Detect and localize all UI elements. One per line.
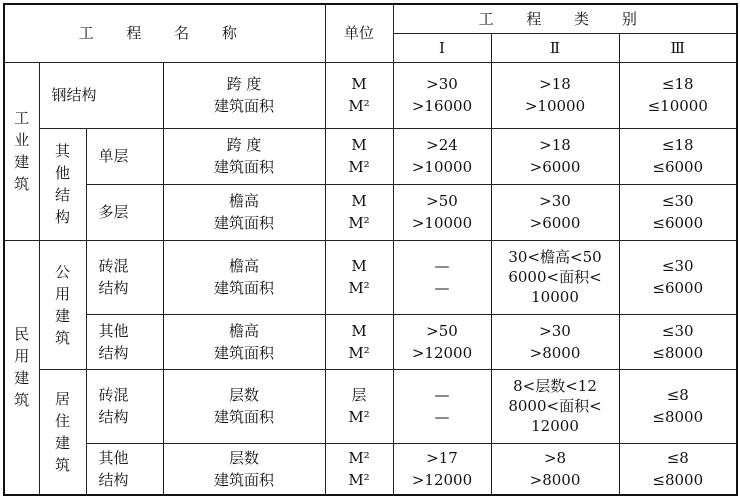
- value-text: >6000: [529, 214, 581, 232]
- row-public-other-c3: [619, 314, 737, 369]
- item-text: 建筑面积: [213, 470, 274, 489]
- value-text: >8000: [529, 470, 581, 489]
- row-public-other-unit: [325, 314, 393, 369]
- unit-text: M²: [348, 343, 370, 362]
- value-text: >10000: [411, 158, 473, 176]
- value-text: >18: [539, 75, 571, 93]
- value-text: >8000: [529, 343, 581, 362]
- residential-char: 居: [54, 389, 70, 408]
- value-text: ≤8000: [652, 408, 704, 426]
- unit-text: M²: [348, 279, 370, 297]
- value-text: >30: [539, 321, 571, 340]
- value-text: >50: [426, 321, 458, 340]
- unit-text: M: [351, 136, 367, 154]
- name-text: 砖混: [98, 386, 129, 404]
- value-text: ≤6000: [652, 214, 704, 232]
- row-res-brick-unit: [325, 369, 393, 443]
- row-steel-name: [39, 62, 163, 128]
- value-text: >12000: [411, 343, 473, 362]
- row-res-other-c3: [619, 443, 737, 495]
- row-single-c3: [619, 128, 737, 184]
- unit-text: M: [351, 257, 367, 275]
- class-3-label: Ⅲ: [670, 38, 685, 57]
- residential-char: 建: [54, 433, 70, 452]
- value-text: ≤8: [666, 386, 689, 404]
- row-res-other-c1: [393, 443, 491, 495]
- other-structure-char: 结: [54, 186, 70, 204]
- civil-char: 民: [14, 325, 30, 344]
- value-text: >30: [539, 192, 571, 210]
- item-text: 层数: [228, 448, 259, 467]
- value-text: >50: [426, 192, 458, 210]
- value-text: ≤10000: [647, 97, 708, 115]
- row-res-brick-name: [86, 369, 163, 443]
- industrial-char: 业: [14, 131, 30, 149]
- single-name-text: 单层: [98, 147, 129, 165]
- item-text: 檐高: [228, 192, 259, 210]
- row-public-brick-item: [163, 240, 325, 314]
- engineering-classification-table: [3, 3, 736, 496]
- header-class-2: [491, 33, 619, 62]
- row-public-other-c2: [491, 314, 619, 369]
- value-text: >18: [539, 136, 571, 154]
- public-char: 公: [54, 262, 70, 281]
- group-industrial: [4, 62, 39, 240]
- value-text: >16000: [411, 97, 473, 115]
- public-char: 筑: [54, 328, 70, 347]
- item-text: 层数: [228, 386, 259, 404]
- name-text: 其他: [98, 321, 129, 340]
- row-res-brick-item: [163, 369, 325, 443]
- civil-char: 建: [14, 369, 30, 388]
- value-text: ≤18: [661, 136, 694, 154]
- industrial-char: 筑: [14, 175, 30, 193]
- row-single-name: [86, 128, 163, 184]
- class-1-label: Ⅰ: [439, 38, 445, 57]
- name-text: 其他: [98, 448, 129, 467]
- group-public-building: [39, 240, 86, 369]
- unit-text: M: [351, 321, 367, 340]
- row-res-other-name: [86, 443, 163, 495]
- other-structure-char: 其: [54, 142, 70, 160]
- row-res-brick-c1: [393, 369, 491, 443]
- item-text: 建筑面积: [213, 279, 274, 297]
- item-text: 跨 度: [226, 136, 262, 154]
- header-project-name: [4, 4, 325, 62]
- row-single-unit: [325, 128, 393, 184]
- group-residential-building: [39, 369, 86, 495]
- row-multi-name: [86, 184, 163, 240]
- unit-text: M: [351, 192, 367, 210]
- industrial-char: 建: [14, 153, 30, 171]
- row-multi-item: [163, 184, 325, 240]
- item-text: 建筑面积: [213, 343, 274, 362]
- row-multi-c1: [393, 184, 491, 240]
- header-unit: [325, 4, 393, 62]
- value-text: —: [434, 257, 450, 275]
- header-unit-text: 单位: [343, 24, 374, 43]
- value-text: >10000: [524, 97, 586, 115]
- value-text: 8<层数<12: [513, 377, 597, 395]
- row-public-other-item: [163, 314, 325, 369]
- value-text: >17: [426, 448, 458, 467]
- group-other-structure: [39, 128, 86, 240]
- row-res-other-unit: [325, 443, 393, 495]
- industrial-char: 工: [14, 109, 30, 127]
- item-text: 檐高: [228, 257, 259, 275]
- row-public-brick-c1: [393, 240, 491, 314]
- value-text: ≤30: [661, 257, 694, 275]
- value-text: ≤8: [666, 448, 689, 467]
- header-class-1: [393, 33, 491, 62]
- multi-name-text: 多层: [98, 203, 129, 221]
- header-category-text: 工 程 类 别: [478, 9, 651, 28]
- name-text: 结构: [98, 279, 129, 297]
- name-text: 砖混: [98, 257, 129, 275]
- row-res-other-item: [163, 443, 325, 495]
- value-text: 10000: [531, 288, 579, 306]
- value-text: 30<檐高<50: [508, 248, 602, 266]
- value-text: —: [434, 279, 450, 297]
- unit-text: M²: [348, 214, 370, 232]
- item-text: 建筑面积: [213, 214, 274, 232]
- header-category: [393, 4, 737, 33]
- value-text: ≤30: [661, 192, 694, 210]
- unit-text: M²: [348, 97, 370, 115]
- row-steel-c3: [619, 62, 737, 128]
- row-multi-c3: [619, 184, 737, 240]
- value-text: >30: [426, 75, 458, 93]
- row-single-item: [163, 128, 325, 184]
- row-public-brick-unit: [325, 240, 393, 314]
- row-public-brick-c3: [619, 240, 737, 314]
- row-public-brick-c2: [491, 240, 619, 314]
- value-text: ≤6000: [652, 158, 704, 176]
- name-text: 结构: [98, 343, 129, 362]
- value-text: ≤18: [661, 75, 694, 93]
- item-text: 建筑面积: [213, 97, 274, 115]
- row-single-c2: [491, 128, 619, 184]
- value-text: >10000: [411, 214, 473, 232]
- public-char: 建: [54, 306, 70, 325]
- unit-text: M²: [348, 448, 370, 467]
- value-text: >8: [543, 448, 567, 467]
- unit-text: M: [351, 75, 367, 93]
- row-res-brick-c3: [619, 369, 737, 443]
- header-project-name-text: 工 程 名 称: [78, 24, 251, 43]
- row-res-brick-c2: [491, 369, 619, 443]
- value-text: 12000: [531, 417, 579, 435]
- row-steel-item: [163, 62, 325, 128]
- civil-char: 筑: [14, 391, 30, 410]
- item-text: 跨 度: [226, 75, 262, 93]
- steel-name-text: 钢结构: [51, 86, 97, 104]
- name-text: 结构: [98, 470, 129, 489]
- value-text: ≤30: [661, 321, 694, 340]
- value-text: >24: [426, 136, 458, 154]
- value-text: —: [434, 386, 450, 404]
- header-class-3: [619, 33, 737, 62]
- item-text: 建筑面积: [213, 408, 274, 426]
- row-multi-c2: [491, 184, 619, 240]
- other-structure-char: 他: [54, 164, 70, 182]
- row-public-brick-name: [86, 240, 163, 314]
- unit-text: M²: [348, 158, 370, 176]
- residential-char: 住: [54, 411, 70, 430]
- value-text: ≤8000: [652, 343, 704, 362]
- row-single-c1: [393, 128, 491, 184]
- unit-text: M²: [348, 408, 370, 426]
- class-2-label: Ⅱ: [549, 38, 561, 57]
- unit-text: M²: [348, 470, 370, 489]
- classification-grid: [3, 3, 738, 496]
- value-text: >12000: [411, 470, 473, 489]
- row-steel-unit: [325, 62, 393, 128]
- name-text: 结构: [98, 408, 129, 426]
- value-text: 6000<面积<: [508, 268, 602, 286]
- civil-char: 用: [14, 347, 30, 366]
- row-public-other-c1: [393, 314, 491, 369]
- value-text: >6000: [529, 158, 581, 176]
- row-steel-c2: [491, 62, 619, 128]
- group-civil: [4, 240, 39, 495]
- value-text: ≤8000: [652, 470, 704, 489]
- row-res-other-c2: [491, 443, 619, 495]
- row-steel-c1: [393, 62, 491, 128]
- public-char: 用: [54, 284, 70, 303]
- unit-text: 层: [351, 386, 367, 404]
- row-multi-unit: [325, 184, 393, 240]
- other-structure-char: 构: [54, 208, 70, 226]
- item-text: 檐高: [228, 321, 259, 340]
- value-text: —: [434, 408, 450, 426]
- row-public-other-name: [86, 314, 163, 369]
- item-text: 建筑面积: [213, 158, 274, 176]
- value-text: ≤6000: [652, 279, 704, 297]
- residential-char: 筑: [54, 455, 70, 474]
- value-text: 8000<面积<: [508, 397, 602, 415]
